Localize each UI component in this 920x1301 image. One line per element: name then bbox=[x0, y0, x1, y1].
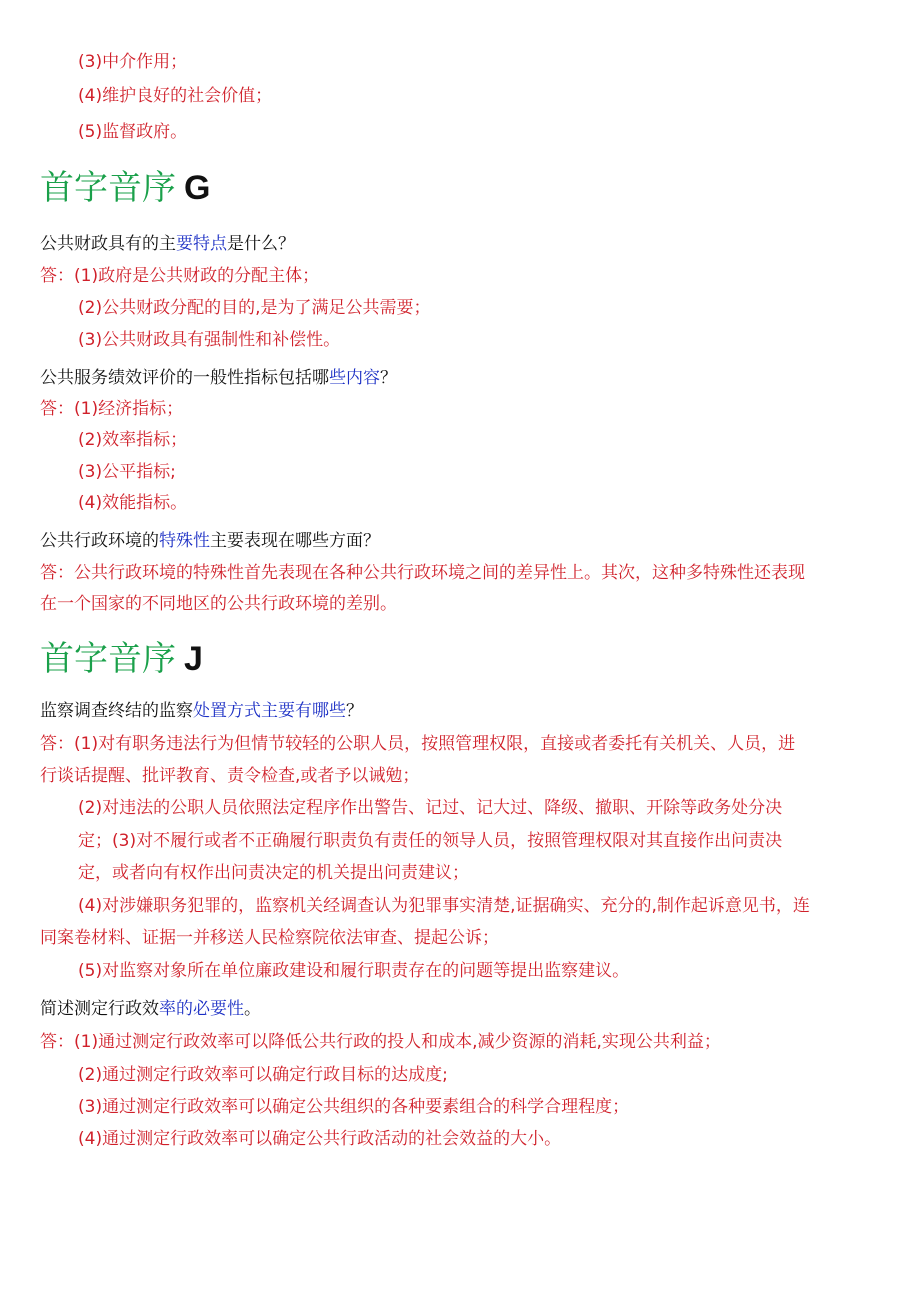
question-highlight: 特殊性 bbox=[159, 531, 210, 551]
answer-line: 同案卷材料、证据一并移送人民检察院依法审查、提起公诉； bbox=[40, 928, 499, 948]
question-text: 。 bbox=[244, 999, 261, 1019]
answer-line: 行谈话提醒、批评教育、责令检查,或者予以诫勉； bbox=[40, 766, 420, 786]
answer-item: (2)效率指标； bbox=[78, 430, 188, 450]
section-heading-g bbox=[40, 166, 210, 210]
question bbox=[40, 997, 261, 1021]
question-text: 简述测定行政效 bbox=[40, 999, 159, 1019]
answer-item: (2)公共财政分配的目的,是为了满足公共需要； bbox=[78, 298, 431, 318]
answer-line: (4)通过测定行政效率可以确定公共行政活动的社会效益的大小。 bbox=[78, 1129, 562, 1149]
question bbox=[40, 699, 363, 723]
answer-line: 答：(1)对有职务违法行为但情节较轻的公职人员，按照管理权限，直接或者委托有关机关、人员，进 bbox=[40, 734, 796, 754]
answer-item: (1)政府是公共财政的分配主体； bbox=[74, 266, 320, 286]
question-highlight: 要特点 bbox=[176, 234, 227, 254]
answer-line: (3)通过测定行政效率可以确定公共组织的各种要素组合的科学合理程度； bbox=[78, 1097, 630, 1117]
section-heading-j bbox=[40, 637, 203, 681]
answer-prefix: 答： bbox=[40, 266, 74, 286]
answer-line bbox=[40, 397, 183, 421]
answer-line bbox=[40, 264, 319, 288]
question-highlight: 率的必要性 bbox=[159, 999, 244, 1019]
answer-item: (3)中介作用； bbox=[78, 52, 188, 72]
question-text: 公共行政环境的 bbox=[40, 531, 159, 551]
answer-item: (3)公共财政具有强制性和补偿性。 bbox=[78, 330, 341, 350]
answer-line: 答：(1)通过测定行政效率可以降低公共行政的投人和成本,减少资源的消耗,实现公共利益； bbox=[40, 1032, 721, 1052]
heading-text: 首字音序 bbox=[40, 639, 176, 679]
question bbox=[40, 232, 295, 256]
answer-line: (5)对监察对象所在单位廉政建设和履行职责存在的问题等提出监察建议。 bbox=[78, 961, 630, 981]
answer-line: (2)对违法的公职人员依照法定程序作出警告、记过、记大过、降级、撤职、开除等政务处分决 bbox=[78, 798, 783, 818]
answer-line: (4)对涉嫌职务犯罪的，监察机关经调查认为犯罪事实清楚,证据确实、充分的,制作起诉意见书，连 bbox=[78, 896, 810, 916]
question-highlight: 处置方式主要有哪些 bbox=[193, 701, 346, 721]
question bbox=[40, 366, 397, 390]
answer-prefix: 答： bbox=[40, 399, 74, 419]
question-text: ？ bbox=[346, 701, 363, 721]
answer-line: 定；(3)对不履行或者不正确履行职责负有责任的领导人员，按照管理权限对其直接作出问责决 bbox=[78, 831, 783, 851]
heading-text: 首字音序 bbox=[40, 168, 176, 208]
answer-item: (4)维护良好的社会价值； bbox=[78, 86, 273, 106]
answer-line: 定，或者向有权作出问责决定的机关提出问责建议； bbox=[78, 863, 469, 883]
answer-item: (4)效能指标。 bbox=[78, 493, 188, 513]
question-text: 主要表现在哪些方面？ bbox=[210, 531, 380, 551]
question-text: 公共服务绩效评价的一般性指标包括哪 bbox=[40, 368, 329, 388]
answer-item: (3)公平指标; bbox=[78, 462, 176, 482]
answer-item: (1)经济指标； bbox=[74, 399, 184, 419]
heading-letter: G bbox=[184, 169, 211, 207]
answer-item: (5)监督政府。 bbox=[78, 122, 188, 142]
answer-line: 在一个国家的不同地区的公共行政环境的差别。 bbox=[40, 594, 397, 614]
answer-line: (2)通过测定行政效率可以确定行政目标的达成度; bbox=[78, 1065, 448, 1085]
question-text: 监察调查终结的监察 bbox=[40, 701, 193, 721]
question-text: ？ bbox=[380, 368, 397, 388]
question-text: 是什么？ bbox=[227, 234, 295, 254]
answer-line: 答：公共行政环境的特殊性首先表现在各种公共行政环境之间的差异性上。其次，这种多特殊性还表现 bbox=[40, 563, 805, 583]
question-highlight: 些内容 bbox=[329, 368, 380, 388]
question bbox=[40, 529, 380, 553]
heading-letter: J bbox=[184, 640, 203, 678]
question-text: 公共财政具有的主 bbox=[40, 234, 176, 254]
